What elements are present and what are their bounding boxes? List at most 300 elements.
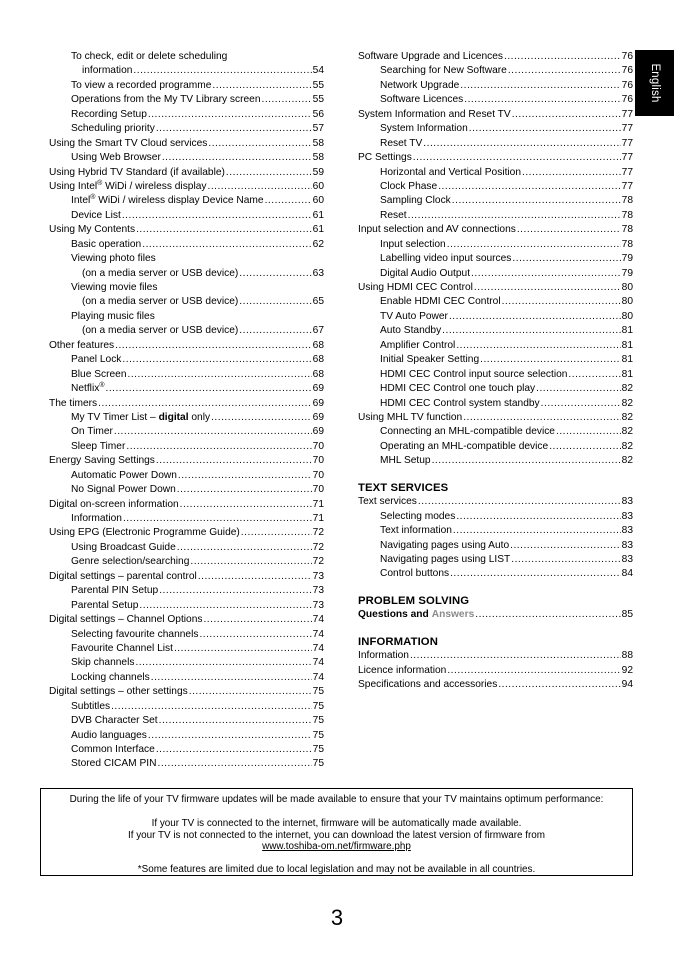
toc-entry[interactable] <box>358 223 633 237</box>
page-ref: 75 <box>312 758 324 770</box>
toc-entry-title: Digital settings – Channel Options <box>49 614 203 626</box>
toc-entry-title: Using Broadcast Guide <box>71 541 176 553</box>
page-ref: 82 <box>621 455 633 467</box>
toc-entry-title: Device List <box>71 209 121 221</box>
toc-entry-title: Operating an MHL-compatible device <box>380 440 549 452</box>
toc-entry-title: Sampling Clock <box>380 195 451 207</box>
toc-entry[interactable] <box>49 223 324 237</box>
dot-leader <box>261 93 311 107</box>
page-ref: 74 <box>312 614 324 626</box>
toc-entry[interactable] <box>49 599 324 613</box>
dot-leader <box>126 440 311 454</box>
page-ref: 63 <box>312 267 324 279</box>
page-ref: 78 <box>621 195 633 207</box>
toc-entry[interactable] <box>49 79 324 93</box>
dot-leader <box>239 295 311 309</box>
toc-entry-title: HDMI CEC Control input source selection <box>380 368 568 380</box>
toc-entry-title: Skip channels <box>71 657 135 669</box>
page-ref: 59 <box>312 166 324 178</box>
toc-entry[interactable] <box>358 295 633 309</box>
toc-entry[interactable] <box>358 495 633 509</box>
page-ref: 80 <box>621 282 633 293</box>
toc-entry-title: Digital on-screen information <box>49 498 179 510</box>
toc-entry[interactable] <box>49 512 324 526</box>
toc-entry[interactable] <box>358 553 633 567</box>
section-heading: INFORMATION <box>358 635 438 648</box>
dot-leader <box>447 664 620 678</box>
toc-entry-title: Initial Speaker Setting <box>380 354 480 366</box>
toc-entry-title: Selecting modes <box>380 510 456 522</box>
dot-leader <box>211 411 312 425</box>
page-ref: 73 <box>312 585 324 597</box>
toc-left-column <box>49 50 324 772</box>
page-ref: 71 <box>312 513 324 524</box>
toc-entry[interactable] <box>49 137 324 151</box>
dot-leader <box>123 512 312 526</box>
toc-entry[interactable] <box>358 411 633 425</box>
toc-entry[interactable] <box>49 382 324 396</box>
toc-entry[interactable] <box>49 613 324 627</box>
toc-entry-title: Digital Audio Output <box>380 267 471 279</box>
toc-entry-title: PC Settings <box>358 152 412 164</box>
toc-entry[interactable] <box>358 137 633 151</box>
dot-leader <box>156 743 312 757</box>
toc-entry[interactable] <box>49 353 324 367</box>
page-ref: 77 <box>621 152 633 164</box>
toc-entry[interactable] <box>49 541 324 555</box>
dot-leader <box>410 649 621 663</box>
toc-entry[interactable] <box>49 714 324 728</box>
page-ref: 56 <box>312 108 324 120</box>
toc-entry[interactable] <box>358 339 633 353</box>
dot-leader <box>502 295 621 309</box>
registered-mark: ® <box>99 382 105 390</box>
toc-entry[interactable] <box>49 310 324 324</box>
toc-entry-title: Parental PIN Setup <box>71 585 159 597</box>
dot-leader <box>122 353 311 367</box>
toc-right-column <box>358 50 633 693</box>
page-ref: 73 <box>312 599 324 611</box>
toc-entry[interactable] <box>49 122 324 136</box>
toc-entry[interactable] <box>358 524 633 538</box>
page-ref: 72 <box>312 527 324 539</box>
toc-entry-title: Automatic Power Down <box>71 469 177 481</box>
toc-entry[interactable] <box>49 180 324 194</box>
dot-leader <box>114 425 312 439</box>
toc-entry-title: Using Hybrid TV Standard (if available) <box>49 166 225 178</box>
toc-entry-title: Using My Contents <box>49 224 136 236</box>
toc-entry-title: System Information <box>380 123 468 135</box>
dot-leader <box>508 64 621 78</box>
dot-leader <box>128 368 312 382</box>
dot-leader <box>148 729 312 743</box>
toc-entry[interactable] <box>358 252 633 266</box>
dot-leader <box>174 642 312 656</box>
toc-entry-title: Control buttons <box>380 568 450 580</box>
toc-entry[interactable] <box>49 743 324 757</box>
toc-entry[interactable] <box>358 454 633 468</box>
toc-entry-title: Amplifier Control <box>380 339 456 351</box>
page-ref: 77 <box>621 166 633 178</box>
toc-entry[interactable] <box>49 267 324 281</box>
page-ref: 75 <box>312 700 324 712</box>
toc-entry[interactable] <box>49 584 324 598</box>
toc-entry-title: Genre selection/searching <box>71 556 190 568</box>
page-ref: 82 <box>621 383 633 395</box>
page-ref: 75 <box>312 715 324 727</box>
toc-entry[interactable] <box>358 649 633 663</box>
toc-entry[interactable] <box>358 440 633 454</box>
page-ref: 78 <box>621 238 633 250</box>
toc-entry-title: Favourite Channel List <box>71 642 173 654</box>
toc-entry[interactable] <box>358 194 633 208</box>
toc-entry[interactable] <box>358 382 633 396</box>
toc-entry-title: Scheduling priority <box>71 123 155 135</box>
toc-entry[interactable] <box>49 368 324 382</box>
page-ref: 55 <box>312 79 324 91</box>
toc-entry-title: No Signal Power Down <box>71 484 176 496</box>
dot-leader <box>208 137 311 151</box>
page-ref: 81 <box>621 325 633 337</box>
toc-entry[interactable] <box>358 678 633 692</box>
toc-entry[interactable] <box>49 570 324 584</box>
toc-entry[interactable] <box>49 454 324 468</box>
toc-entry[interactable] <box>358 397 633 411</box>
page-ref: 85 <box>621 609 633 621</box>
toc-entry-title: Operations from the My TV Library screen <box>71 94 261 106</box>
dot-leader <box>512 252 620 266</box>
page-ref: 84 <box>621 568 633 580</box>
toc-entry[interactable] <box>358 510 633 524</box>
page-ref: 69 <box>312 411 324 423</box>
dot-leader <box>556 425 621 439</box>
toc-entry-title: Using Web Browser <box>71 152 161 164</box>
toc-entry[interactable] <box>49 295 324 309</box>
dot-leader <box>142 238 311 252</box>
dot-leader <box>159 714 312 728</box>
toc-entry[interactable] <box>49 498 324 512</box>
section-heading: TEXT SERVICES <box>358 481 449 494</box>
toc-entry[interactable] <box>49 194 324 208</box>
toc-entry[interactable] <box>49 757 324 771</box>
toc-entry-title: Using Intel® WiDi / wireless display <box>49 179 207 192</box>
dot-leader <box>199 628 311 642</box>
toc-entry[interactable] <box>49 425 324 439</box>
toc-entry[interactable] <box>358 425 633 439</box>
toc-entry-title: Software Licences <box>380 94 464 106</box>
toc-entry[interactable] <box>49 281 324 295</box>
toc-entry[interactable] <box>49 555 324 569</box>
toc-entry-title: Using the Smart TV Cloud services <box>49 137 208 149</box>
toc-entry-title: (on a media server or USB device) <box>82 267 239 279</box>
toc-entry-title: Selecting favourite channels <box>71 628 199 640</box>
dot-leader <box>162 151 312 165</box>
language-tab-label: English <box>648 63 661 103</box>
dot-leader <box>136 223 312 237</box>
toc-entry-title: information <box>82 65 133 77</box>
dot-leader <box>450 567 621 581</box>
registered-mark: ® <box>90 194 96 202</box>
dot-leader <box>180 498 312 512</box>
toc-entry[interactable] <box>49 642 324 656</box>
toc-entry-title: Input selection and AV connections <box>358 224 516 236</box>
toc-entry-title: Input selection <box>380 238 446 250</box>
toc-entry[interactable] <box>49 411 324 425</box>
toc-entry-title: Common Interface <box>71 744 155 755</box>
dot-leader <box>453 524 621 538</box>
page-ref: 77 <box>621 123 633 135</box>
page-ref: 71 <box>312 498 324 510</box>
toc-entry[interactable] <box>358 267 633 281</box>
page-ref: 78 <box>621 209 633 221</box>
page-ref: 76 <box>621 94 633 106</box>
toc-entry[interactable] <box>49 656 324 670</box>
dot-leader <box>447 238 621 252</box>
toc-entry[interactable] <box>49 671 324 685</box>
toc-entry-title: Text services <box>358 496 417 508</box>
toc-entry-title: Audio languages <box>71 729 147 741</box>
dot-leader <box>423 137 620 151</box>
toc-entry[interactable] <box>49 151 324 165</box>
toc-entry[interactable] <box>49 252 324 266</box>
section-heading: PROBLEM SOLVING <box>358 594 470 607</box>
page-ref: 77 <box>621 108 633 120</box>
dot-leader <box>510 539 621 553</box>
toc-entry[interactable] <box>49 685 324 699</box>
toc-entry[interactable] <box>358 93 633 107</box>
toc-entry-title: (on a media server or USB device) <box>82 325 239 337</box>
toc-entry[interactable] <box>49 339 324 353</box>
page-ref: 68 <box>312 368 324 380</box>
page-ref: 80 <box>621 310 633 322</box>
dot-leader <box>522 166 621 180</box>
toc-entry[interactable] <box>358 151 633 165</box>
notice-intro: During the life of your TV firmware updates will be made available to ensure that your TV maintains optimum performance: <box>69 794 604 805</box>
page-ref: 77 <box>621 180 633 192</box>
toc-entry[interactable] <box>358 238 633 252</box>
toc-entry-title: On Timer <box>71 426 113 438</box>
page-ref: 83 <box>621 553 633 565</box>
toc-entry-title: Information <box>358 650 409 662</box>
toc-entry-title: Reset TV <box>380 137 423 149</box>
page-ref: 70 <box>312 469 324 481</box>
dot-leader <box>432 454 621 468</box>
toc-entry-title: Using MHL TV function <box>358 411 463 423</box>
page-ref: 80 <box>621 296 633 308</box>
dot-leader <box>480 353 621 367</box>
toc-entry[interactable] <box>49 440 324 454</box>
toc-entry[interactable] <box>358 539 633 553</box>
page-ref: 81 <box>621 339 633 351</box>
page-ref: 70 <box>312 440 324 452</box>
page-ref: 74 <box>312 657 324 669</box>
toc-entry-title: Subtitles <box>71 700 111 712</box>
toc-entry-title: HDMI CEC Control system standby <box>380 397 540 409</box>
toc-entry-title: Recording Setup <box>71 108 147 120</box>
page-ref: 65 <box>312 296 324 308</box>
dot-leader <box>226 166 312 180</box>
page-ref: 88 <box>621 650 633 662</box>
toc-entry[interactable] <box>49 93 324 107</box>
page-ref: 81 <box>621 368 633 380</box>
toc-entry[interactable] <box>49 397 324 411</box>
dot-leader <box>139 599 311 613</box>
toc-entry[interactable] <box>49 166 324 180</box>
dot-leader <box>460 79 620 93</box>
toc-entry-title: Digital settings – other settings <box>49 686 188 698</box>
dot-leader <box>512 108 621 122</box>
toc-entry-title: Netflix® <box>71 382 105 395</box>
toc-entry[interactable] <box>358 608 633 622</box>
toc-entry[interactable] <box>358 122 633 136</box>
page-ref: 76 <box>621 51 633 62</box>
dot-leader <box>178 469 312 483</box>
page-ref: 82 <box>621 440 633 452</box>
toc-entry-title: Questions and Answers <box>358 609 475 621</box>
page-ref: 75 <box>312 686 324 698</box>
page-ref: 94 <box>621 679 633 691</box>
page-ref: 69 <box>312 426 324 438</box>
toc-entry-title-grey: Answers <box>431 609 475 621</box>
toc-entry[interactable] <box>49 700 324 714</box>
dot-leader <box>474 281 621 295</box>
toc-entry[interactable] <box>358 353 633 367</box>
registered-mark: ® <box>97 179 103 187</box>
dot-leader <box>511 553 620 567</box>
toc-entry-title: Network Upgrade <box>380 79 460 91</box>
toc-entry[interactable] <box>49 64 324 78</box>
page-ref: 74 <box>312 642 324 654</box>
toc-entry[interactable] <box>358 108 633 122</box>
dot-leader <box>203 613 311 627</box>
toc-entry[interactable] <box>49 526 324 540</box>
toc-entry-title: Text information <box>380 525 452 537</box>
toc-entry-title: System Information and Reset TV <box>358 108 511 120</box>
toc-entry[interactable] <box>358 180 633 194</box>
toc-entry-title: (on a media server or USB device) <box>82 296 239 308</box>
page-ref: 72 <box>312 541 324 553</box>
dot-leader <box>198 570 312 584</box>
firmware-link[interactable]: www.toshiba-om.net/firmware.php <box>262 841 411 852</box>
toc-entry[interactable] <box>49 50 324 64</box>
dot-leader <box>438 180 620 194</box>
dot-leader <box>148 108 312 122</box>
toc-entry[interactable] <box>49 209 324 223</box>
toc-entry-title: My TV Timer List – digital only <box>71 411 211 423</box>
dot-leader <box>498 678 620 692</box>
dot-leader <box>158 757 312 771</box>
toc-entry[interactable] <box>358 209 633 223</box>
page-ref: 74 <box>312 628 324 640</box>
dot-leader <box>541 397 621 411</box>
page-ref: 55 <box>312 94 324 106</box>
dot-leader <box>469 122 621 136</box>
dot-leader <box>105 382 311 396</box>
page-ref: 74 <box>312 671 324 683</box>
toc-entry-title: To view a recorded programme <box>71 79 212 91</box>
toc-entry-title: Other features <box>49 339 115 351</box>
dot-leader <box>463 411 620 425</box>
toc-entry[interactable] <box>358 324 633 338</box>
dot-leader <box>413 151 621 165</box>
dot-leader <box>549 440 620 454</box>
toc-entry[interactable] <box>358 50 633 64</box>
toc-entry[interactable] <box>358 368 633 382</box>
toc-entry-title: Intel® WiDi / wireless display Device Name <box>71 194 264 207</box>
toc-entry-title: Stored CICAM PIN <box>71 758 157 770</box>
toc-entry[interactable] <box>49 628 324 642</box>
toc-entry[interactable] <box>49 729 324 743</box>
dot-leader <box>207 180 311 194</box>
toc-entry-title: To check, edit or delete scheduling <box>71 51 228 62</box>
toc-entry[interactable] <box>358 79 633 93</box>
page-ref: 60 <box>312 195 324 207</box>
page-ref: 69 <box>312 383 324 395</box>
toc-entry-title: Playing music files <box>71 310 155 322</box>
toc-entry[interactable] <box>49 238 324 252</box>
dot-leader <box>133 64 311 78</box>
toc-entry[interactable] <box>49 469 324 483</box>
dot-leader <box>475 608 620 622</box>
dot-leader <box>190 555 311 569</box>
dot-leader <box>517 223 621 237</box>
toc-entry-title: Information <box>71 513 122 524</box>
toc-entry-title: Auto Standby <box>380 325 442 337</box>
page-ref: 92 <box>621 664 633 676</box>
toc-entry-title: Blue Screen <box>71 368 127 380</box>
toc-entry-title: Licence information <box>358 664 447 676</box>
dot-leader <box>464 93 620 107</box>
page-ref: 58 <box>312 137 324 149</box>
toc-entry-title: Reset <box>380 209 407 221</box>
page-ref: 61 <box>312 209 324 221</box>
dot-leader <box>408 209 621 223</box>
toc-entry[interactable] <box>358 567 633 581</box>
page-ref: 61 <box>312 224 324 236</box>
toc-entry-title: Using HDMI CEC Control <box>358 282 473 293</box>
toc-entry-title: Viewing movie files <box>71 282 158 293</box>
page-ref: 76 <box>621 79 633 91</box>
dot-leader <box>189 685 312 699</box>
page-ref: 69 <box>312 397 324 409</box>
page-ref: 82 <box>621 397 633 409</box>
dot-leader <box>456 339 620 353</box>
page-ref: 81 <box>621 354 633 366</box>
toc-entry[interactable] <box>358 166 633 180</box>
toc-entry[interactable] <box>358 310 633 324</box>
dot-leader <box>456 510 620 524</box>
toc-entry-title: Clock Phase <box>380 180 438 192</box>
toc-entry-title: Software Upgrade and Licences <box>358 51 503 62</box>
dot-leader <box>151 671 312 685</box>
dot-leader <box>111 700 312 714</box>
toc-entry[interactable] <box>358 664 633 678</box>
notice-not-connected: If your TV is not connected to the internet, you can download the latest version of firmware from <box>128 829 545 841</box>
toc-entry[interactable] <box>49 108 324 122</box>
toc-entry[interactable] <box>49 483 324 497</box>
toc-entry-title: Navigating pages using LIST <box>380 553 511 565</box>
dot-leader <box>159 584 311 598</box>
toc-entry[interactable] <box>49 324 324 338</box>
dot-leader <box>115 339 312 353</box>
toc-entry[interactable] <box>358 281 633 295</box>
toc-entry-title: Using EPG (Electronic Programme Guide) <box>49 527 240 539</box>
language-tab <box>635 50 674 116</box>
dot-leader <box>536 382 621 396</box>
toc-entry[interactable] <box>358 64 633 78</box>
dot-leader <box>98 397 312 411</box>
page-ref: 60 <box>312 180 324 192</box>
